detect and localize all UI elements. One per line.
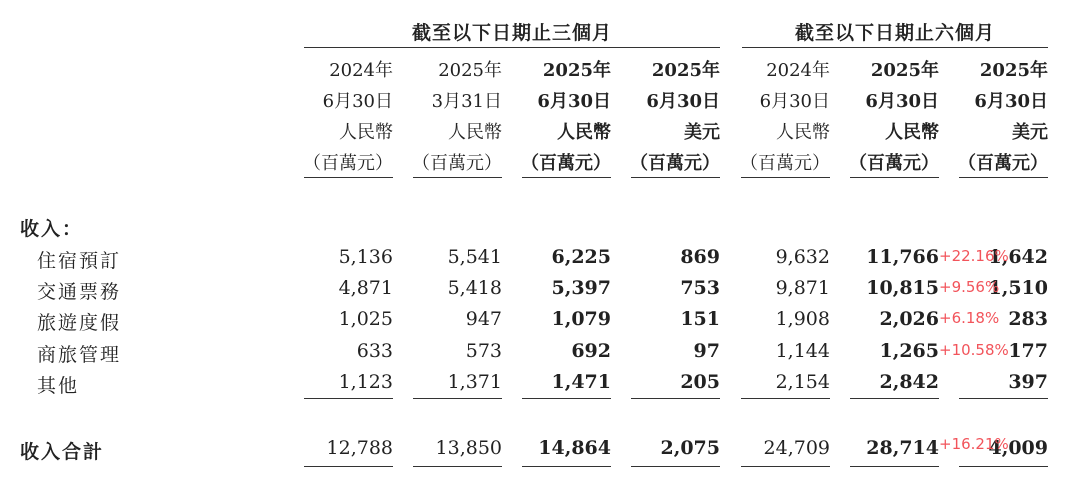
table-cell: 1,908 [775, 308, 830, 330]
table-cell: 9,632 [775, 246, 830, 268]
row-label-total-revenue: 收入合計 [20, 441, 105, 463]
table-cell: 2,842 [879, 371, 939, 393]
section-title-revenue: 收入： [20, 218, 84, 240]
group-header-six-months-rule [742, 47, 1048, 48]
total-rule [631, 466, 720, 467]
table-cell: 5,418 [447, 277, 502, 299]
total-rule [522, 466, 611, 467]
table-cell: 397 [1008, 371, 1048, 393]
table-cell: 151 [680, 308, 720, 330]
table-cell: 10,815 [866, 277, 939, 299]
table-cell: 28,714 [866, 437, 939, 459]
row-label-packaged-tours: 旅遊度假 [37, 312, 122, 334]
table-cell: 9,871 [775, 277, 830, 299]
table-cell: 633 [356, 340, 393, 362]
table-cell: 2,026 [879, 308, 939, 330]
subtotal-rule [741, 398, 830, 399]
table-cell: 1,371 [447, 371, 502, 393]
column-header-rule [413, 177, 502, 178]
table-cell: 14,864 [538, 437, 611, 459]
group-header-six-months: 截至以下日期止六個月 [794, 22, 995, 44]
total-rule [850, 466, 939, 467]
table-cell: 5,541 [447, 246, 502, 268]
column-header-5: 2024年 6月30日 人民幣 （百萬元） [740, 60, 830, 174]
column-header-rule [741, 177, 830, 178]
table-cell: 4,009 [988, 437, 1048, 459]
table-cell: 947 [465, 308, 502, 330]
table-cell: 2,154 [775, 371, 830, 393]
table-cell: 1,123 [338, 371, 393, 393]
column-header-rule [304, 177, 393, 178]
table-cell: 6,225 [551, 246, 611, 268]
total-rule [741, 466, 830, 467]
table-cell: 1,642 [988, 246, 1048, 268]
table-cell: 753 [680, 277, 720, 299]
table-cell: 4,871 [338, 277, 393, 299]
column-header-3: 2025年 6月30日 人民幣 （百萬元） [521, 60, 611, 174]
table-cell: 205 [680, 371, 720, 393]
column-header-rule [522, 177, 611, 178]
subtotal-rule [631, 398, 720, 399]
subtotal-rule [850, 398, 939, 399]
table-cell: 13,850 [435, 437, 502, 459]
column-header-2: 2025年 3月31日 人民幣 （百萬元） [412, 60, 502, 174]
table-cell: 573 [465, 340, 502, 362]
column-header-6: 2025年 6月30日 人民幣 （百萬元） [849, 60, 939, 174]
growth-annotation: +6.18% [939, 309, 1000, 327]
subtotal-rule [522, 398, 611, 399]
total-rule [304, 466, 393, 467]
total-rule [413, 466, 502, 467]
growth-annotation: +9.56% [939, 278, 1000, 296]
subtotal-rule [304, 398, 393, 399]
table-cell: 869 [680, 246, 720, 268]
column-header-rule [631, 177, 720, 178]
growth-annotation: +10.58% [939, 341, 1009, 359]
table-cell: 2,075 [660, 437, 720, 459]
column-header-1: 2024年 6月30日 人民幣 （百萬元） [303, 60, 393, 174]
group-header-three-months: 截至以下日期止三個月 [411, 22, 612, 44]
table-cell: 12,788 [326, 437, 393, 459]
row-label-corporate-travel: 商旅管理 [37, 344, 122, 366]
table-cell: 1,025 [338, 308, 393, 330]
column-header-4: 2025年 6月30日 美元 （百萬元） [630, 60, 720, 174]
table-cell: 5,136 [338, 246, 393, 268]
table-cell: 11,766 [866, 246, 939, 268]
row-label-others: 其他 [37, 375, 80, 397]
growth-annotation: +16.21% [939, 435, 1009, 453]
table-cell: 177 [1008, 340, 1048, 362]
table-cell: 5,397 [551, 277, 611, 299]
table-cell: 692 [571, 340, 611, 362]
table-cell: 1,079 [551, 308, 611, 330]
table-cell: 97 [693, 340, 720, 362]
table-cell: 24,709 [763, 437, 830, 459]
table-cell: 283 [1008, 308, 1048, 330]
table-cell: 1,510 [988, 277, 1048, 299]
table-cell: 1,265 [879, 340, 939, 362]
table-cell: 1,471 [551, 371, 611, 393]
total-rule [959, 466, 1048, 467]
group-header-three-months-rule [304, 47, 720, 48]
subtotal-rule [413, 398, 502, 399]
subtotal-rule [959, 398, 1048, 399]
table-cell: 1,144 [775, 340, 830, 362]
row-label-transportation: 交通票務 [37, 281, 122, 303]
growth-annotation: +22.16% [939, 247, 1009, 265]
column-header-7: 2025年 6月30日 美元 （百萬元） [958, 60, 1048, 174]
row-label-accommodation: 住宿預訂 [37, 250, 122, 272]
column-header-rule [850, 177, 939, 178]
column-header-rule [959, 177, 1048, 178]
